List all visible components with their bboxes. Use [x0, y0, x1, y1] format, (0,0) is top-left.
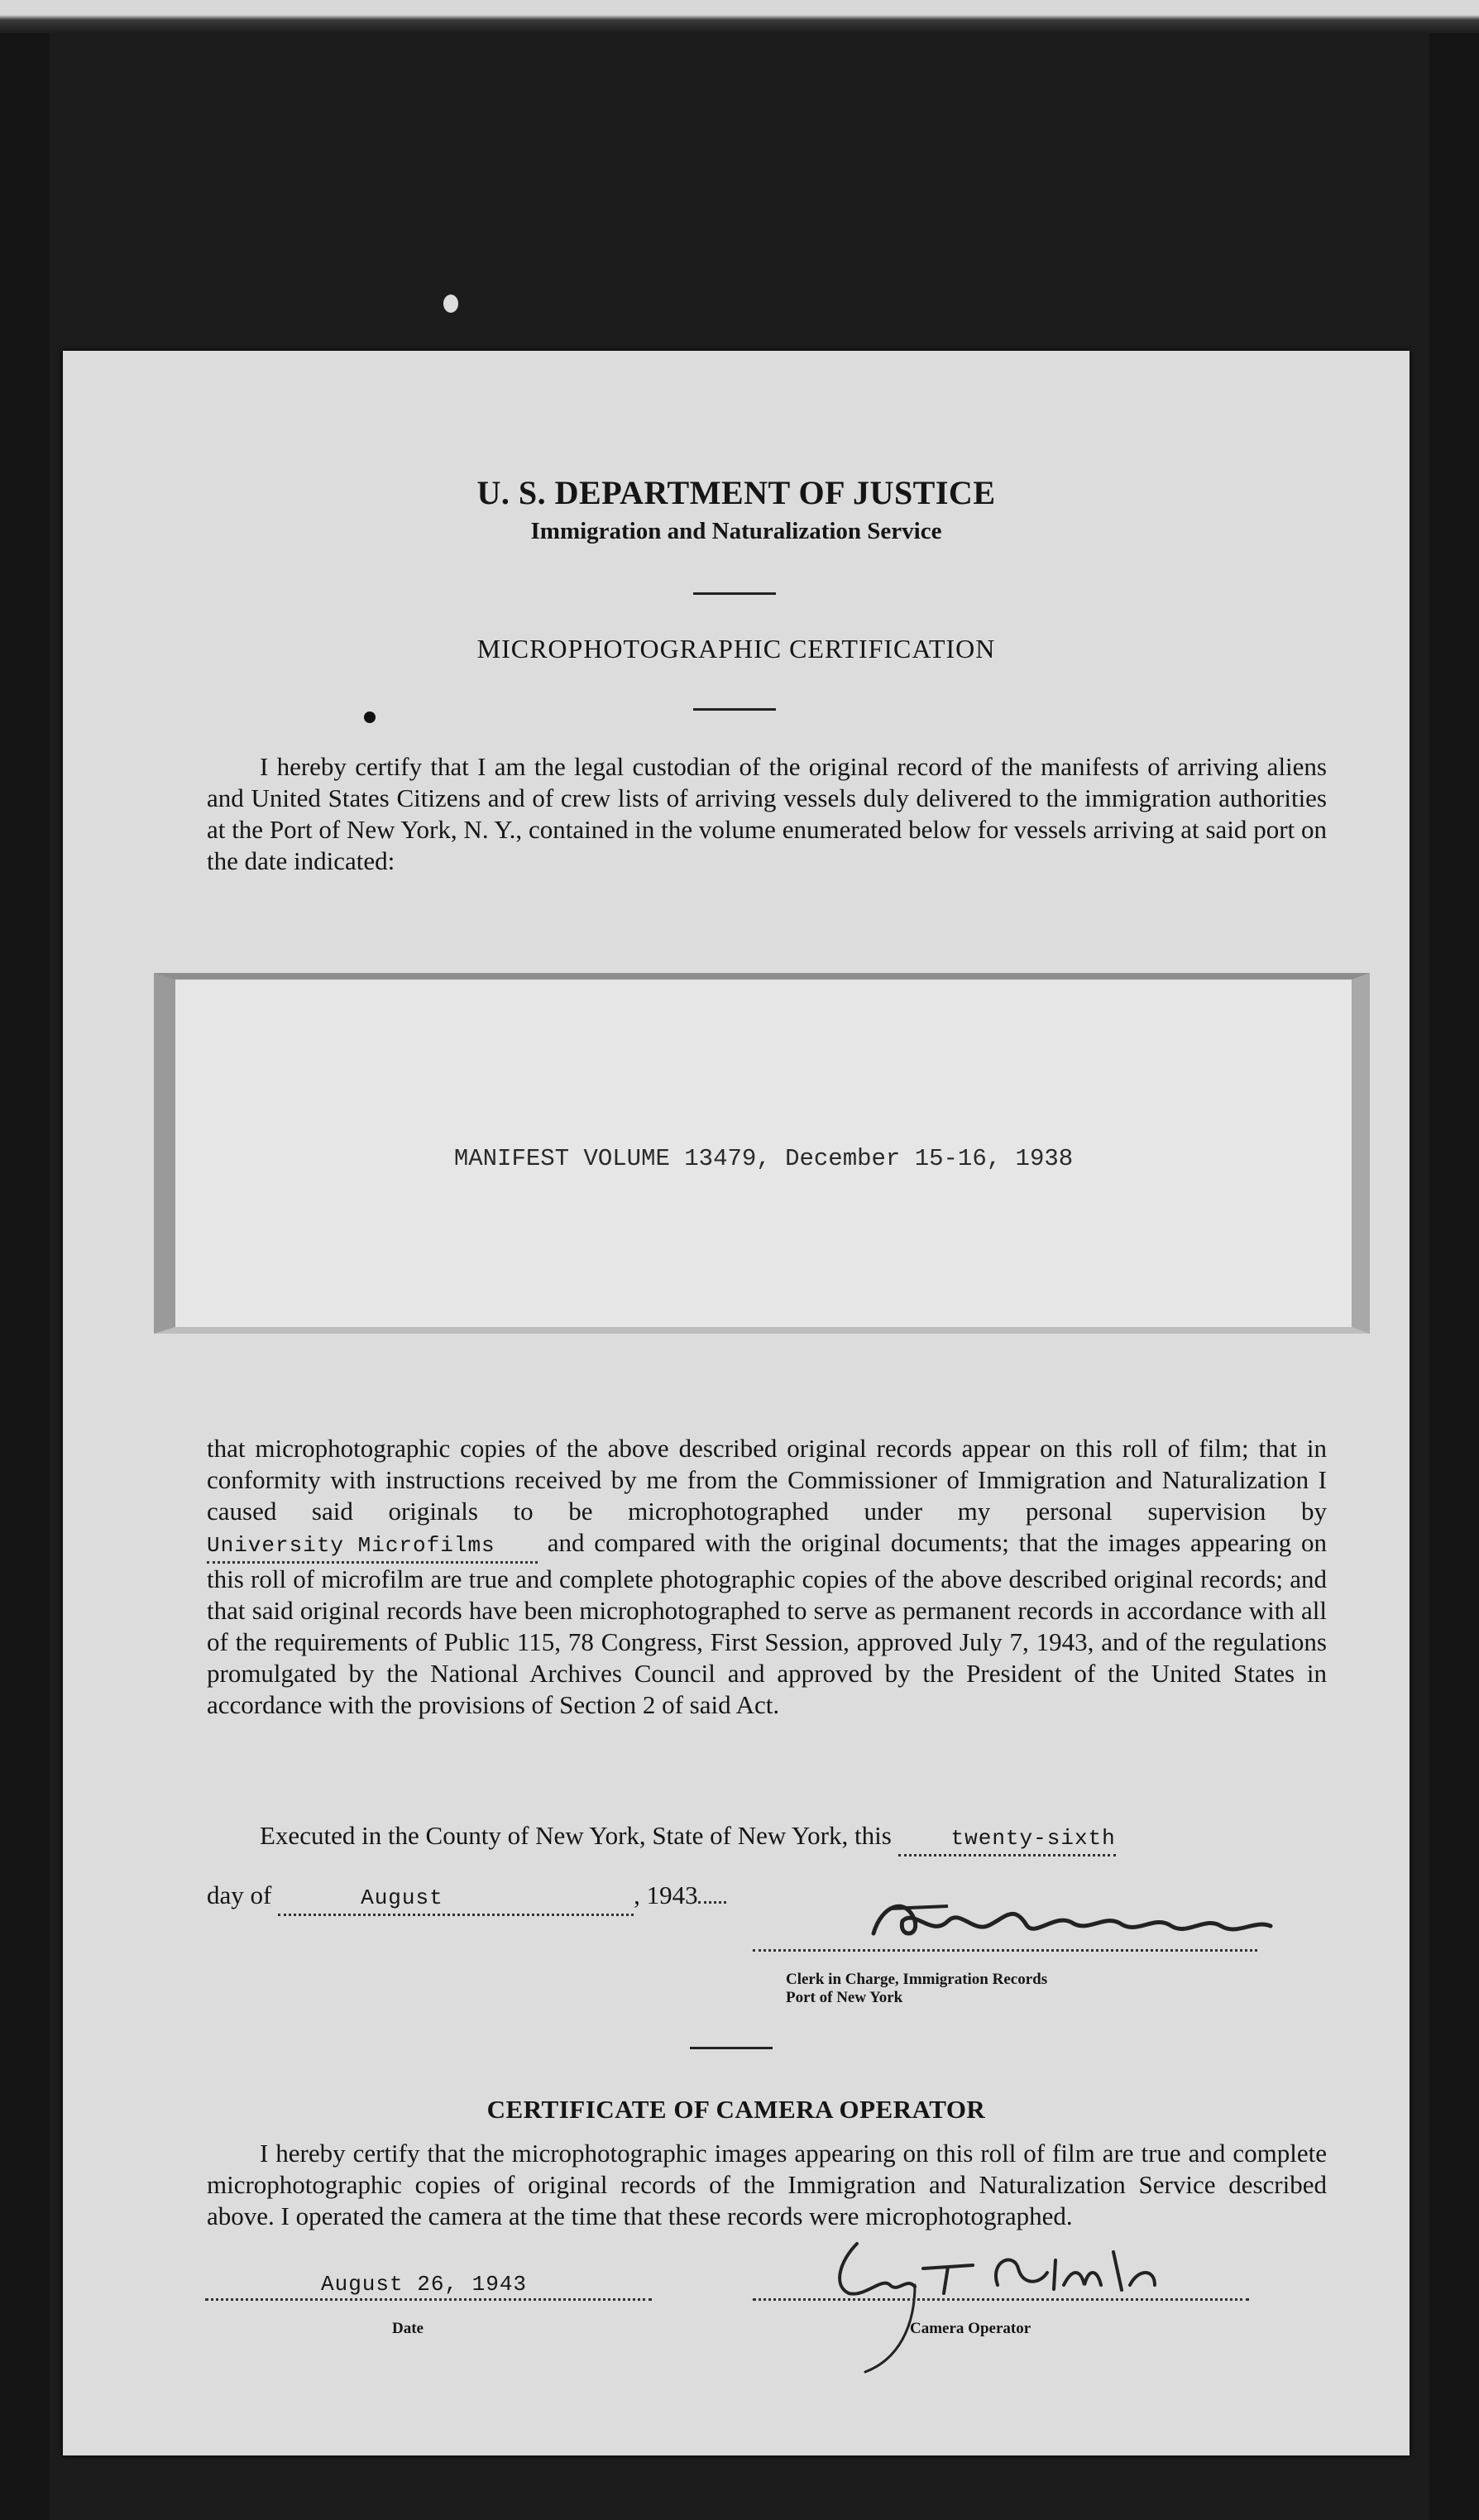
filmed-by-value: University Microfilms	[207, 1533, 495, 1558]
intro-paragraph: I hereby certify that I am the legal custodian of the original record of the manifests of arriving aliens and United States Citizens and of crew lists of arriving vessels duly delivered to the immigration authorities at the Port of New York, N. Y., contained in the volume enumerated below for vessels arriving at said port on the date indicated:	[207, 752, 1327, 875]
camera-certificate-text: I hereby certify that the microphotographic images appearing on this roll of film are true and complete microphotographic copies of original records of the Immigration and Naturalization Service described above. I operated the camera at the time that these records were microphotographed.	[207, 2139, 1327, 2230]
film-edge-right	[1429, 33, 1479, 2520]
manifest-volume-label: MANIFEST VOLUME 13479, December 15-16, 1938	[453, 1145, 1074, 1172]
film-dust-speck	[443, 295, 458, 313]
camera-operator-label: Camera Operator	[910, 2320, 1031, 2337]
certification-title: MICROPHOTOGRAPHIC CERTIFICATION	[476, 634, 996, 664]
camera-date-value: August 26, 1943	[321, 2272, 528, 2297]
service-subheading: Immigration and Naturalization Service	[530, 518, 942, 544]
camera-operator-line	[753, 2298, 1249, 2301]
body-paragraph	[207, 1433, 1327, 1721]
clerk-signature-line	[753, 1949, 1257, 1952]
certificate-sheet	[63, 351, 1410, 2455]
year-digit: 3	[685, 1880, 698, 1909]
execution-line	[207, 1820, 1327, 1856]
camera-operator-signature	[791, 2211, 1254, 2376]
execution-month-value: August	[361, 1885, 443, 1910]
header-divider	[693, 592, 776, 595]
film-strip-top	[0, 0, 1479, 33]
date-label: Date	[392, 2320, 424, 2337]
clerk-title-line1: Clerk in Charge, Immigration Records	[786, 1971, 1048, 1988]
department-heading: U. S. DEPARTMENT OF JUSTICE	[476, 474, 996, 511]
clerk-title-line2: Port of New York	[786, 1989, 903, 2006]
day-of-label: day of	[207, 1880, 272, 1909]
film-edge-left	[0, 33, 50, 2520]
camera-certificate-title: CERTIFICATE OF CAMERA OPERATOR	[486, 2095, 986, 2124]
date-line	[205, 2298, 652, 2301]
execution-month-field	[278, 1880, 634, 1916]
body-paragraph-part2: and compared with the original documents; that the images appearing on this roll of microfilm are true and complete photographic copies of the above described original records; and that said original records have been microphotographed to serve as permanent records in accordance with all of the requirements of Public 115, 78 Congress, First Session, approved July 7, 1943, and of the regulations promulgated by the National Archives Council and approved by the President of the United States in accordance with the provisions of Section 2 of said Act.	[207, 1528, 1328, 1719]
year-prefix: , 194	[634, 1880, 686, 1909]
title-divider	[693, 708, 776, 711]
ink-dot	[364, 711, 376, 723]
execution-day-field	[898, 1820, 1116, 1856]
body-paragraph-part1: that microphotographic copies of the above described original records appear on this roll of film; that in conformity with instructions received by me from the Commissioner of Immigration and Naturalization I caused said originals to be microphotographed under my personal supervision by	[207, 1434, 1327, 1526]
clerk-signature	[857, 1888, 1320, 1954]
manifest-volume-slip	[154, 973, 1370, 1334]
year-trailing-dots	[698, 1901, 726, 1904]
clerk-title	[786, 1971, 1047, 2007]
section-divider	[690, 2047, 773, 2049]
execution-day-value: twenty-sixth	[950, 1826, 1116, 1851]
execution-prefix: Executed in the County of New York, State of New York, this	[260, 1821, 892, 1850]
filmed-by-field	[207, 1527, 538, 1564]
